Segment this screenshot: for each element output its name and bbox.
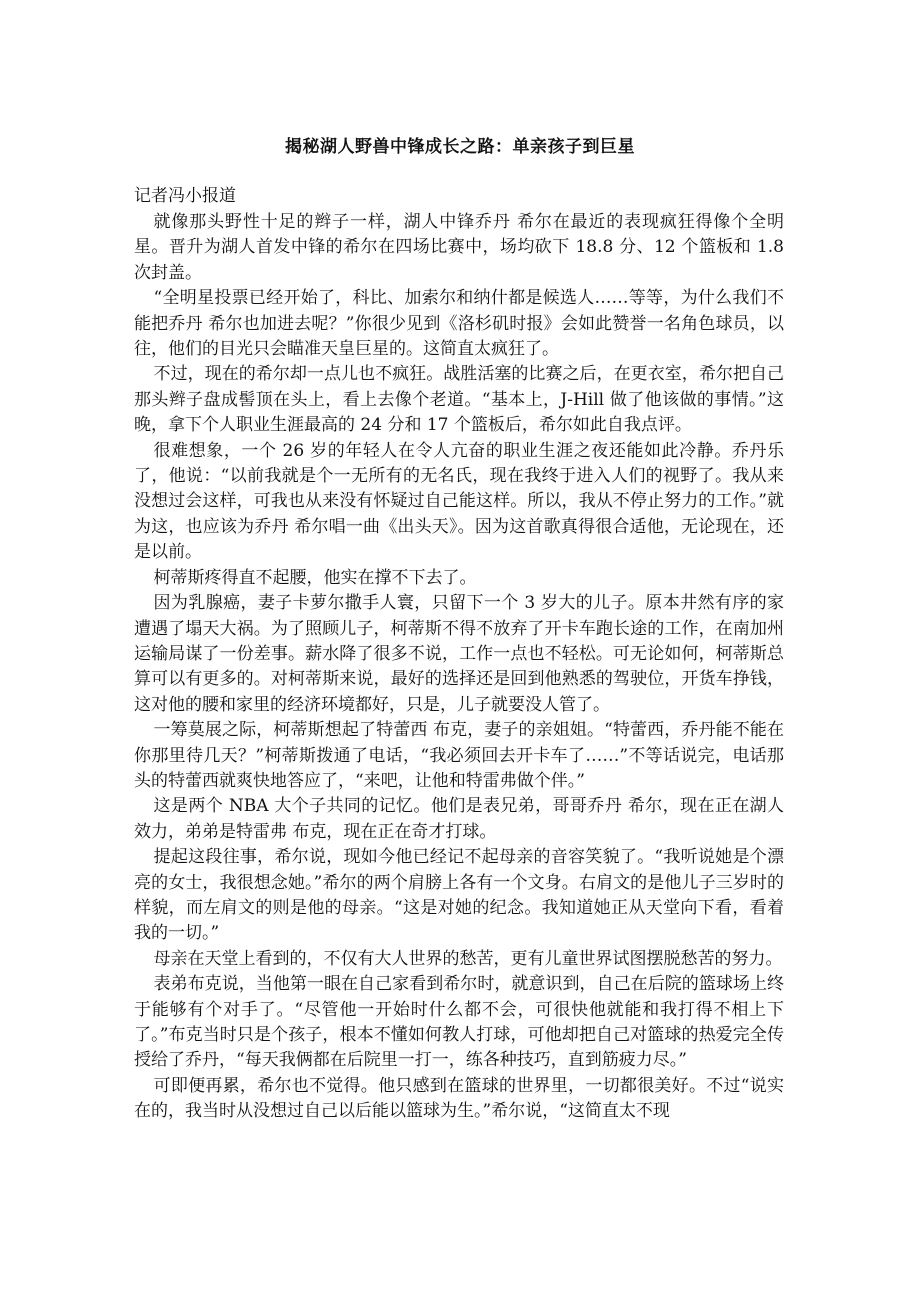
paragraph: 柯蒂斯疼得直不起腰，他实在撑不下去了。	[153, 567, 477, 588]
paragraph: 很难想象，一个 26 岁的年轻人在令人亢奋的职业生涯之夜还能如此冷静。乔丹乐了，他说：“以前我就是个一无所有的无名氏，现在我终于进入人们的视野了。我从来没想过会这样，可我也从来没有怀疑过自己能这样。所以，我从不停止努力的工作。”就为这，也应该为乔丹 希尔唱一曲《出头天》。因为这首歌真得很合适他，无论现在，还是以前。	[134, 440, 784, 563]
paragraph: 这是两个 NBA 大个子共同的记忆。他们是表兄弟，哥哥乔丹 希尔，现在正在湖人效力，弟弟是特雷弗 布克，现在正在奇才打球。	[134, 796, 784, 842]
paragraph: 可即便再累，希尔也不觉得。他只感到在篮球的世界里，一切都很美好。不过“说实在的，我当时从没想过自己以后能以篮球为生。”希尔说，“这简直太不现	[134, 1075, 784, 1122]
paragraph: 表弟布克说，当他第一眼在自己家看到希尔时，就意识到，自己在后院的篮球场上终于能够有个对手了。“尽管他一开始时什么都不会，可很快他就能和我打得不相上下了。”布克当时只是个孩子，根本不懂如何教人打球，可他却把自己对篮球的热爱完全传授给了乔丹，“每天我俩都在后院里一打一，练各种技巧，直到筋疲力尽。”	[134, 974, 784, 1071]
paragraph: 提起这段往事，希尔说，现如今他已经记不起母亲的音容笑貌了。“我听说她是个漂亮的女士，我很想念她。”希尔的两个肩膀上各有一个文身。右肩文的是他儿子三岁时的样貌，而左肩文的则是他的母亲。“这是对她的纪念。我知道她正从天堂向下看，看着我的一切。”	[134, 847, 784, 944]
paragraph: “全明星投票已经开始了，科比、加索尔和纳什都是候选人……等等，为什么我们不能把乔丹 希尔也加进去呢？”你很少见到《洛杉矶时报》会如此赞誉一名角色球员，以往，他们的目光只会瞄准天皇巨星的。这简直太疯狂了。	[134, 288, 784, 360]
paragraph: 一筹莫展之际，柯蒂斯想起了特蕾西 布克，妻子的亲姐姐。“特蕾西，乔丹能不能在你那里待几天？”柯蒂斯拨通了电话，“我必须回去开卡车了……”不等话说完，电话那头的特蕾西就爽快地答应了，“来吧，让他和特雷弗做个伴。”	[134, 720, 784, 791]
paragraph: 因为乳腺癌，妻子卡萝尔撒手人寰，只留下一个 3 岁大的儿子。原本井然有序的家遭遇了塌天大祸。为了照顾儿子，柯蒂斯不得不放弃了开卡车跑长途的工作，在南加州运输局谋了一份差事。薪水降了很多不说，工作一点也不轻松。可无论如何，柯蒂斯总算可以有更多的。对柯蒂斯来说，最好的选择还是回到他熟悉的驾驶位，开货车挣钱，这对他的腰和家里的经济环境都好，只是，儿子就要没人管了。	[134, 593, 784, 715]
byline: 记者冯小报道	[134, 186, 236, 206]
paragraph: 母亲在天堂上看到的，不仅有大人世界的愁苦，更有儿童世界试图摆脱愁苦的努力。	[153, 948, 783, 969]
article-body	[134, 184, 784, 1125]
paragraph: 不过，现在的希尔却一点儿也不疯狂。战胜活塞的比赛之后，在更衣室，希尔把自己那头辫子盘成髻顶在头上，看上去像个老道。“基本上，J-Hill 做了他该做的事情。”这晚，拿下个人职业生涯最高的 24 分和 17 个篮板后，希尔如此自我点评。	[134, 364, 784, 436]
article-title: 揭秘湖人野兽中锋成长之路：单亲孩子到巨星	[285, 137, 635, 157]
paragraph: 就像那头野性十足的辫子一样，湖人中锋乔丹 希尔在最近的表现疯狂得像个全明星。晋升为湖人首发中锋的希尔在四场比赛中，场均砍下 18.8 分、12 个篮板和 1.8 次封盖。	[134, 212, 784, 283]
